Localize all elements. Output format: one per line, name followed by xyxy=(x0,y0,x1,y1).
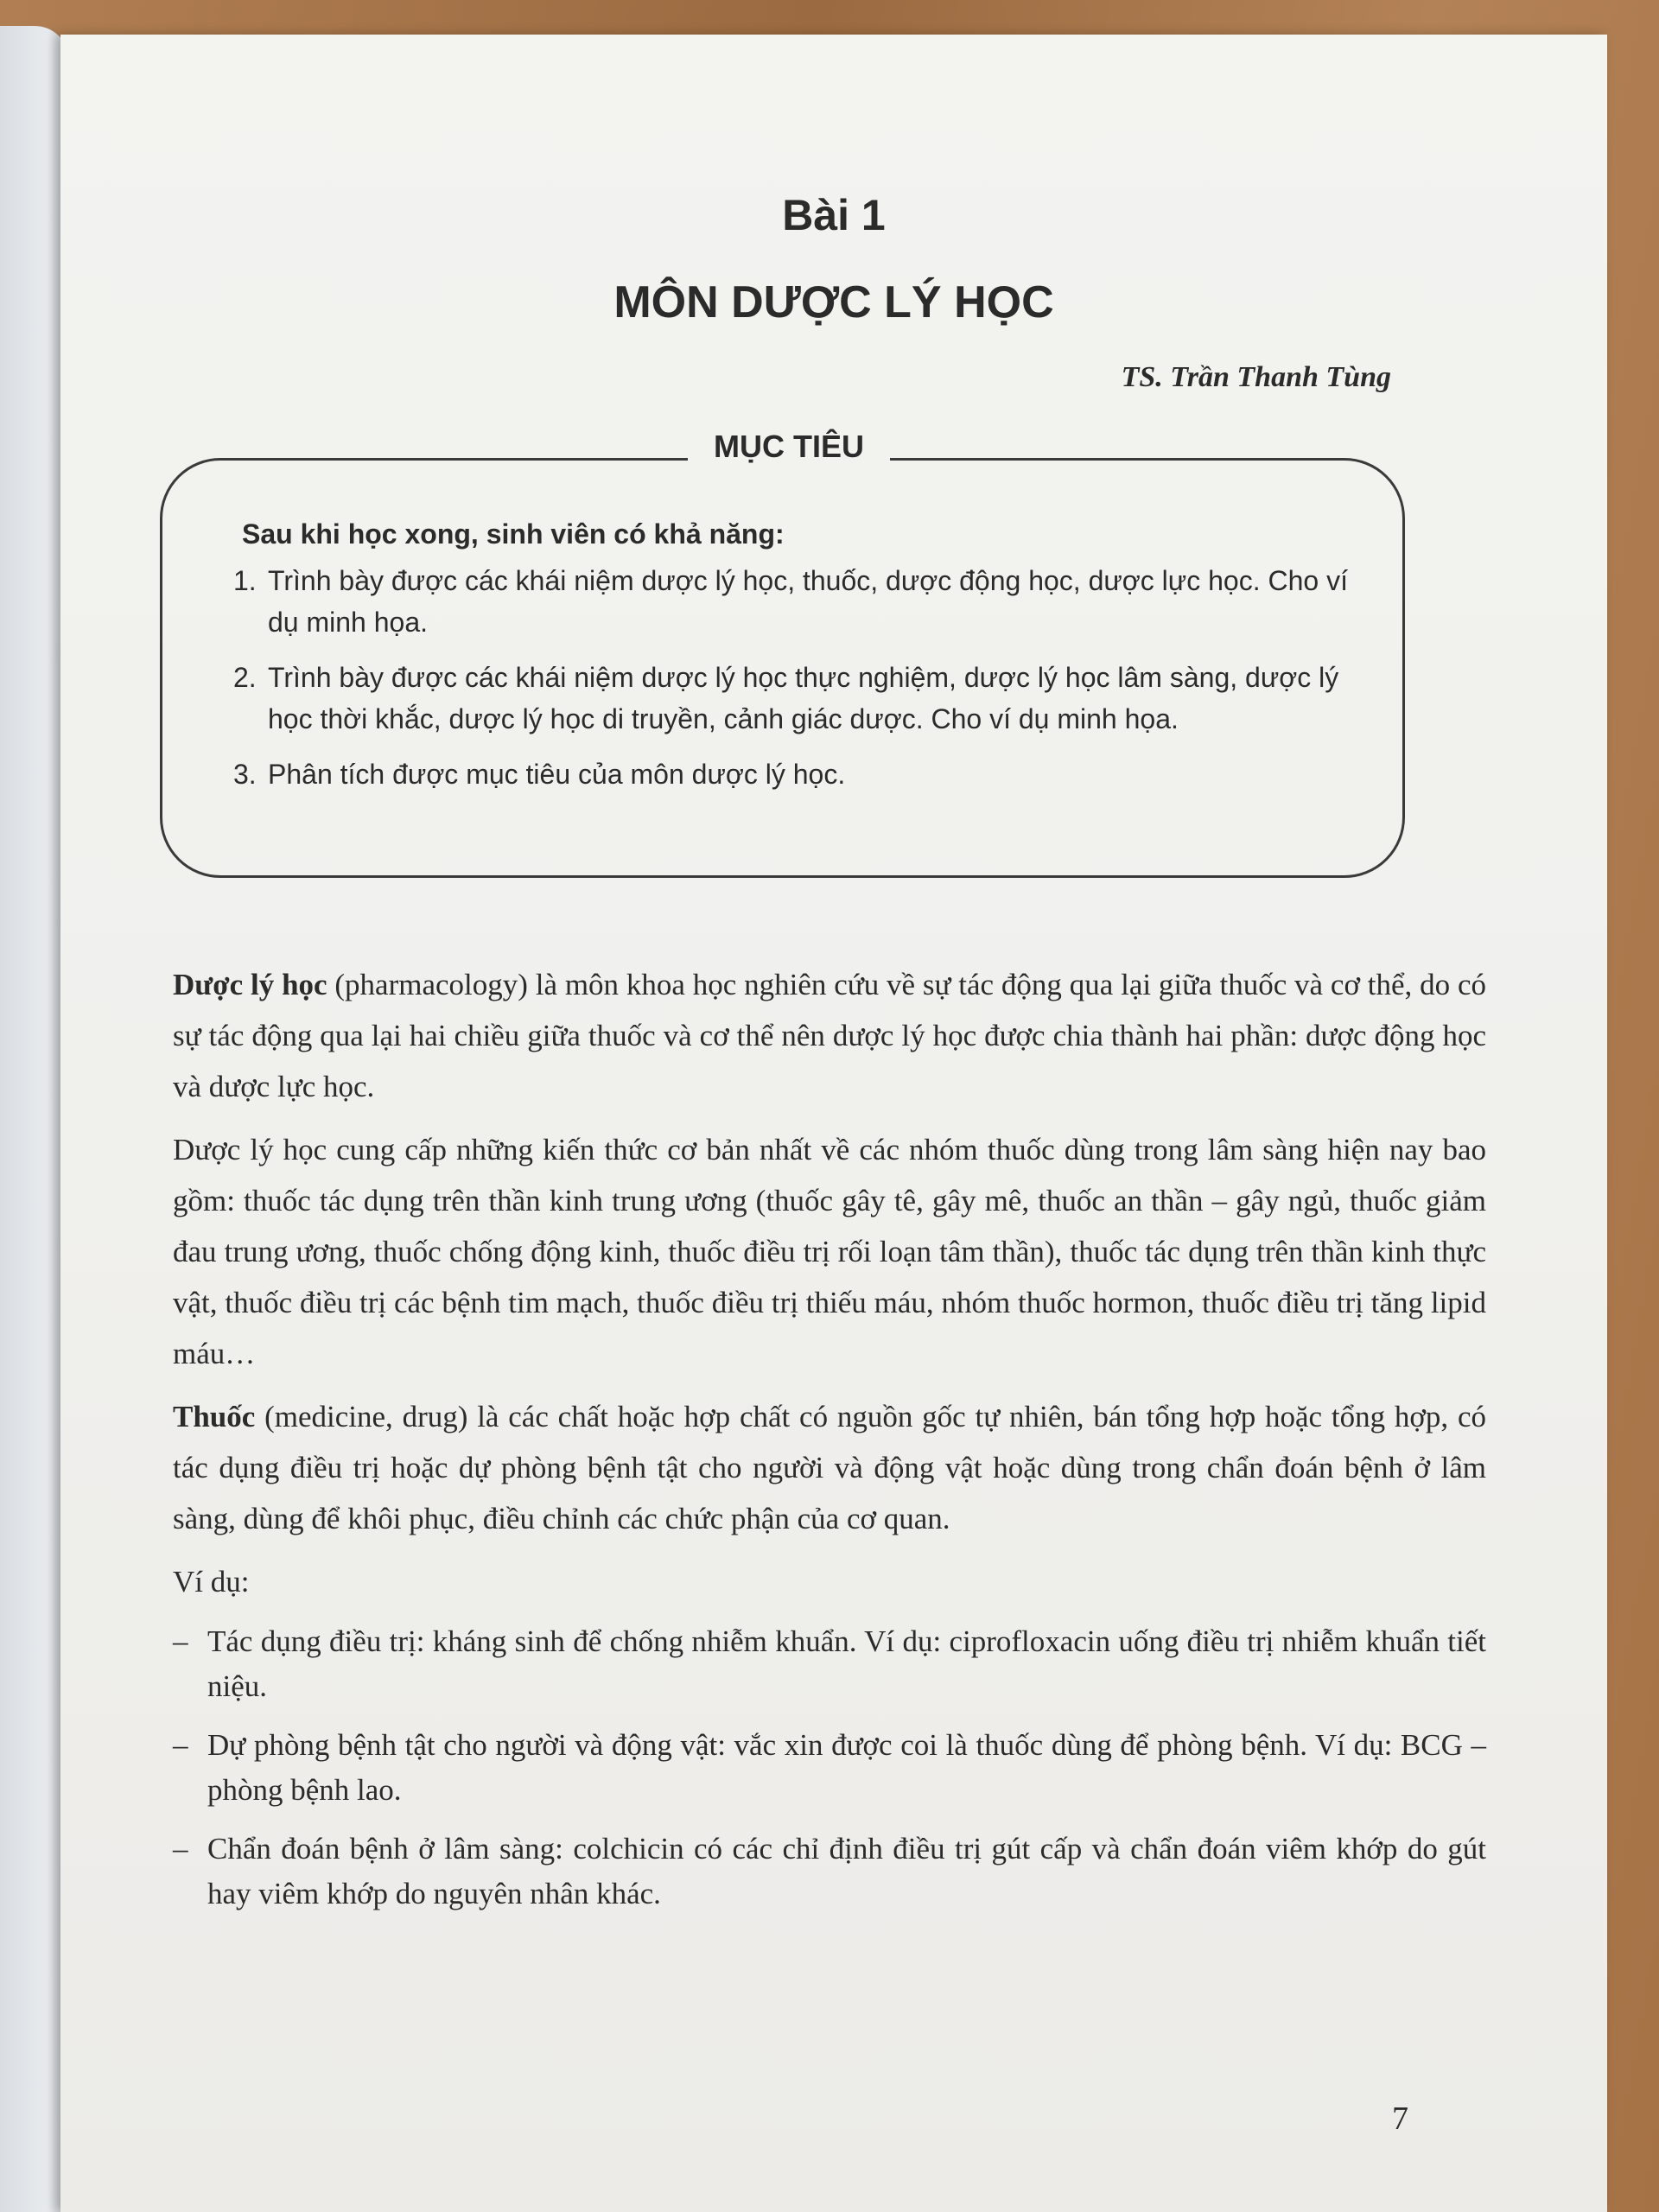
objective-item xyxy=(233,753,1382,795)
example-item xyxy=(173,1619,1486,1709)
paragraph-text: (medicine, drug) là các chất hoặc hợp chất có nguồn gốc tự nhiên, bán tổng hợp hoặc tổng hợp, có tác dụng điều trị hoặc dự phòng bệnh tật cho người và động vật hoặc dùng trong chẩn đoán bệnh ở lâm sàng, dùng để khôi phục, điều chỉnh các chức phận của cơ quan. xyxy=(173,1400,1486,1535)
lesson-title: MÔN DƯỢC LÝ HỌC xyxy=(613,277,1054,327)
book-page xyxy=(60,35,1607,2212)
author: TS. Trần Thanh Tùng xyxy=(1121,361,1391,393)
lesson-number: Bài 1 xyxy=(782,191,886,239)
example-item xyxy=(173,1723,1486,1813)
dash-bullet: – xyxy=(173,1832,188,1866)
paragraph-drug-groups: Dược lý học cung cấp những kiến thức cơ bản nhất về các nhóm thuốc dùng trong lâm sàng hiện nay bao gồm: thuốc tác dụng trên thần kinh trung ương (thuốc gây tê, gây mê, thuốc an thần – gây ngủ, thuốc giảm đau trung ương, thuốc chống động kinh, thuốc điều trị rối loạn tâm thần), thuốc tác dụng trên thần kinh thực vật, thuốc điều trị các bệnh tim mạch, thuốc điều trị thiếu máu, nhóm thuốc hormon, thuốc điều trị tăng lipid máu… xyxy=(173,1133,1486,1370)
objective-text: Phân tích được mục tiêu của môn dược lý học. xyxy=(268,759,846,790)
example-text: Tác dụng điều trị: kháng sinh để chống nhiễm khuẩn. Ví dụ: ciprofloxacin uống điều trị nhiễm khuẩn tiết niệu. xyxy=(207,1624,1486,1703)
facing-page-edge xyxy=(0,26,69,2212)
objective-item xyxy=(233,657,1382,740)
objective-item xyxy=(233,560,1382,643)
example-item xyxy=(173,1827,1486,1916)
objectives-list xyxy=(233,560,1382,809)
example-text: Dự phòng bệnh tật cho người và động vật: vắc xin được coi là thuốc dùng để phòng bệnh. Ví dụ: BCG – phòng bệnh lao. xyxy=(207,1728,1486,1807)
objective-number: 2. xyxy=(233,662,257,693)
paragraph-medicine xyxy=(173,1391,1486,1544)
term-pharmacology: Dược lý học xyxy=(173,968,327,1001)
dash-bullet: – xyxy=(173,1728,188,1762)
example-text: Chẩn đoán bệnh ở lâm sàng: colchicin có các chỉ định điều trị gút cấp và chẩn đoán viêm khớp do gút hay viêm khớp do nguyên nhân khác. xyxy=(207,1832,1486,1910)
objectives-heading: MỤC TIÊU xyxy=(688,429,890,465)
objective-number: 1. xyxy=(233,565,257,596)
paragraph-text: (pharmacology) là môn khoa học nghiên cứu về sự tác động qua lại giữa thuốc và cơ thể, do có sự tác động qua lại hai chiều giữa thuốc và cơ thể nên dược lý học được chia thành hai phần: dược động học và dược lực học. xyxy=(173,968,1486,1103)
dash-bullet: – xyxy=(173,1624,188,1658)
objective-text: Trình bày được các khái niệm dược lý học thực nghiệm, dược lý học lâm sàng, dược lý học thời khắc, dược lý học di truyền, cảnh giác dược. Cho ví dụ minh họa. xyxy=(268,662,1339,734)
example-label: Ví dụ: xyxy=(173,1565,250,1599)
body-text xyxy=(173,959,1486,1930)
objectives-intro: Sau khi học xong, sinh viên có khả năng: xyxy=(242,518,785,550)
term-medicine: Thuốc xyxy=(173,1400,256,1433)
objective-number: 3. xyxy=(233,759,257,790)
objective-text: Trình bày được các khái niệm dược lý học, thuốc, dược động học, dược lực học. Cho ví dụ minh họa. xyxy=(268,565,1348,638)
paragraph-pharmacology xyxy=(173,959,1486,1112)
page-number: 7 xyxy=(1392,2101,1408,2137)
